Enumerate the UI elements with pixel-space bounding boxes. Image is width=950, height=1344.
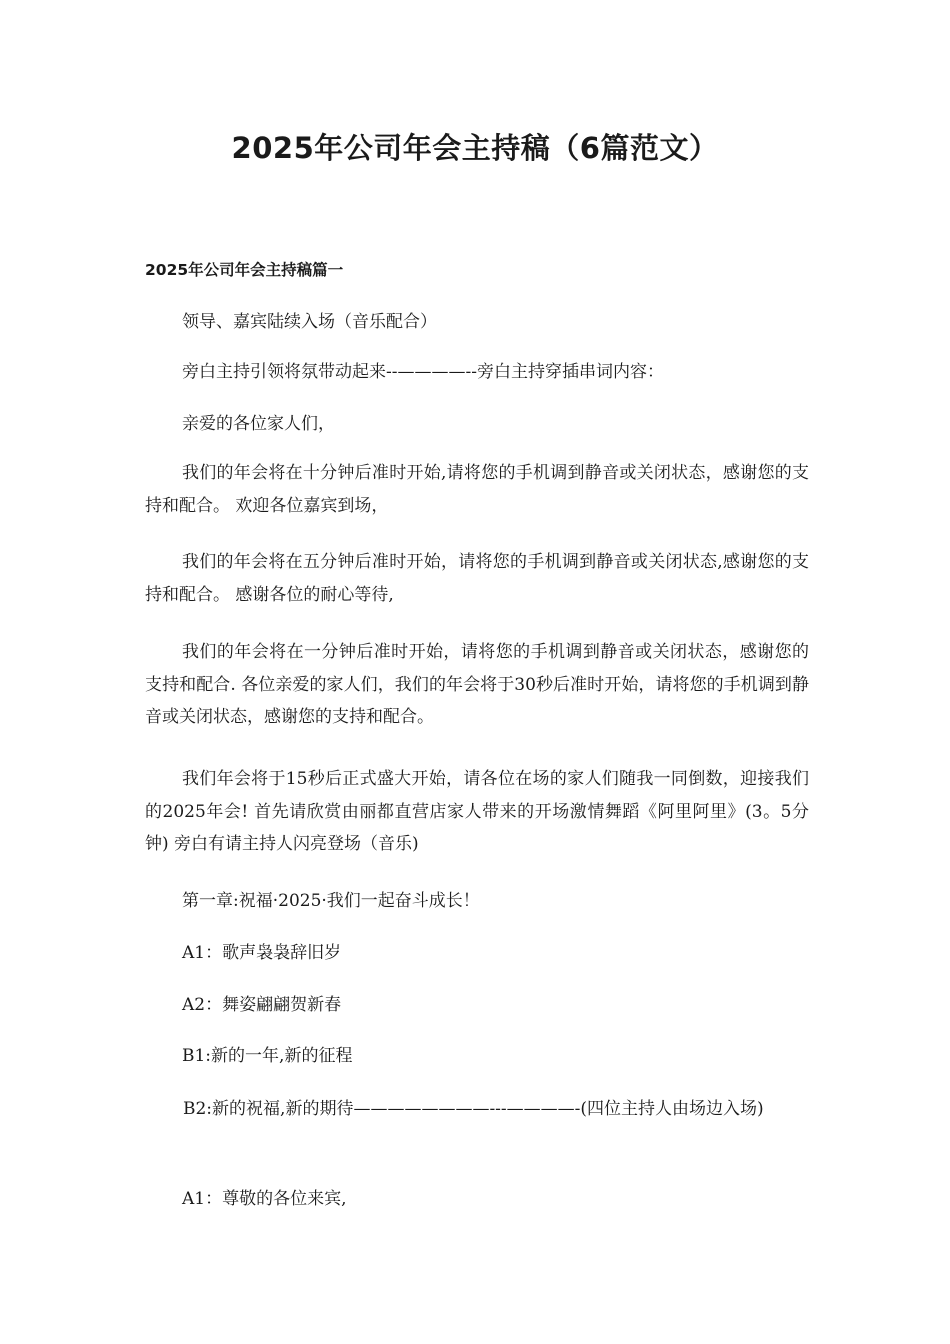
paragraph-five-minutes: 我们的年会将在五分钟后准时开始，请将您的手机调到静音或关闭状态,感谢您的支持和配合。 感谢各位的耐心等待,: [145, 552, 809, 605]
paragraph-a1-welcome: A1：尊敬的各位来宾,: [182, 1189, 347, 1209]
section-heading: 2025年公司年会主持稿篇一: [145, 261, 344, 279]
paragraph-a1-line: A1：歌声袅袅辞旧岁: [182, 943, 342, 963]
paragraph-narrator: 旁白主持引领将氛带动起来--————--旁白主持穿插串词内容：: [182, 362, 664, 382]
paragraph-b2-line: B2:新的祝福,新的期待————————---————-(四位主持人由场边入场): [183, 1099, 764, 1119]
paragraph-chapter-one: 第一章:祝福·2025·我们一起奋斗成长！: [182, 891, 480, 911]
paragraph-countdown: 我们年会将于15秒后正式盛大开始，请各位在场的家人们随我一同倒数，迎接我们的2025年会! 首先请欣赏由丽都直营店家人带来的开场激情舞蹈《阿里阿里》(3。5分钟) 旁白有请主持人闪亮登场（音乐): [145, 769, 809, 854]
paragraph-b1-line: B1:新的一年,新的征程: [182, 1046, 353, 1066]
paragraph-entrance: 领导、嘉宾陆续入场（音乐配合）: [182, 312, 437, 332]
paragraph-ten-minutes: 我们的年会将在十分钟后准时开始,请将您的手机调到静音或关闭状态，感谢您的支持和配合。 欢迎各位嘉宾到场，: [145, 463, 809, 516]
paragraph-greeting: 亲爱的各位家人们，: [182, 414, 335, 434]
paragraph-one-minute: 我们的年会将在一分钟后准时开始，请将您的手机调到静音或关闭状态，感谢您的支持和配合. 各位亲爱的家人们，我们的年会将于30秒后准时开始，请将您的手机调到静音或关闭状态，感谢您的支持和配合。: [145, 642, 809, 727]
paragraph-a2-line: A2：舞姿翩翩贺新春: [182, 995, 342, 1015]
document-title: 2025年公司年会主持稿（6篇范文）: [231, 131, 719, 165]
